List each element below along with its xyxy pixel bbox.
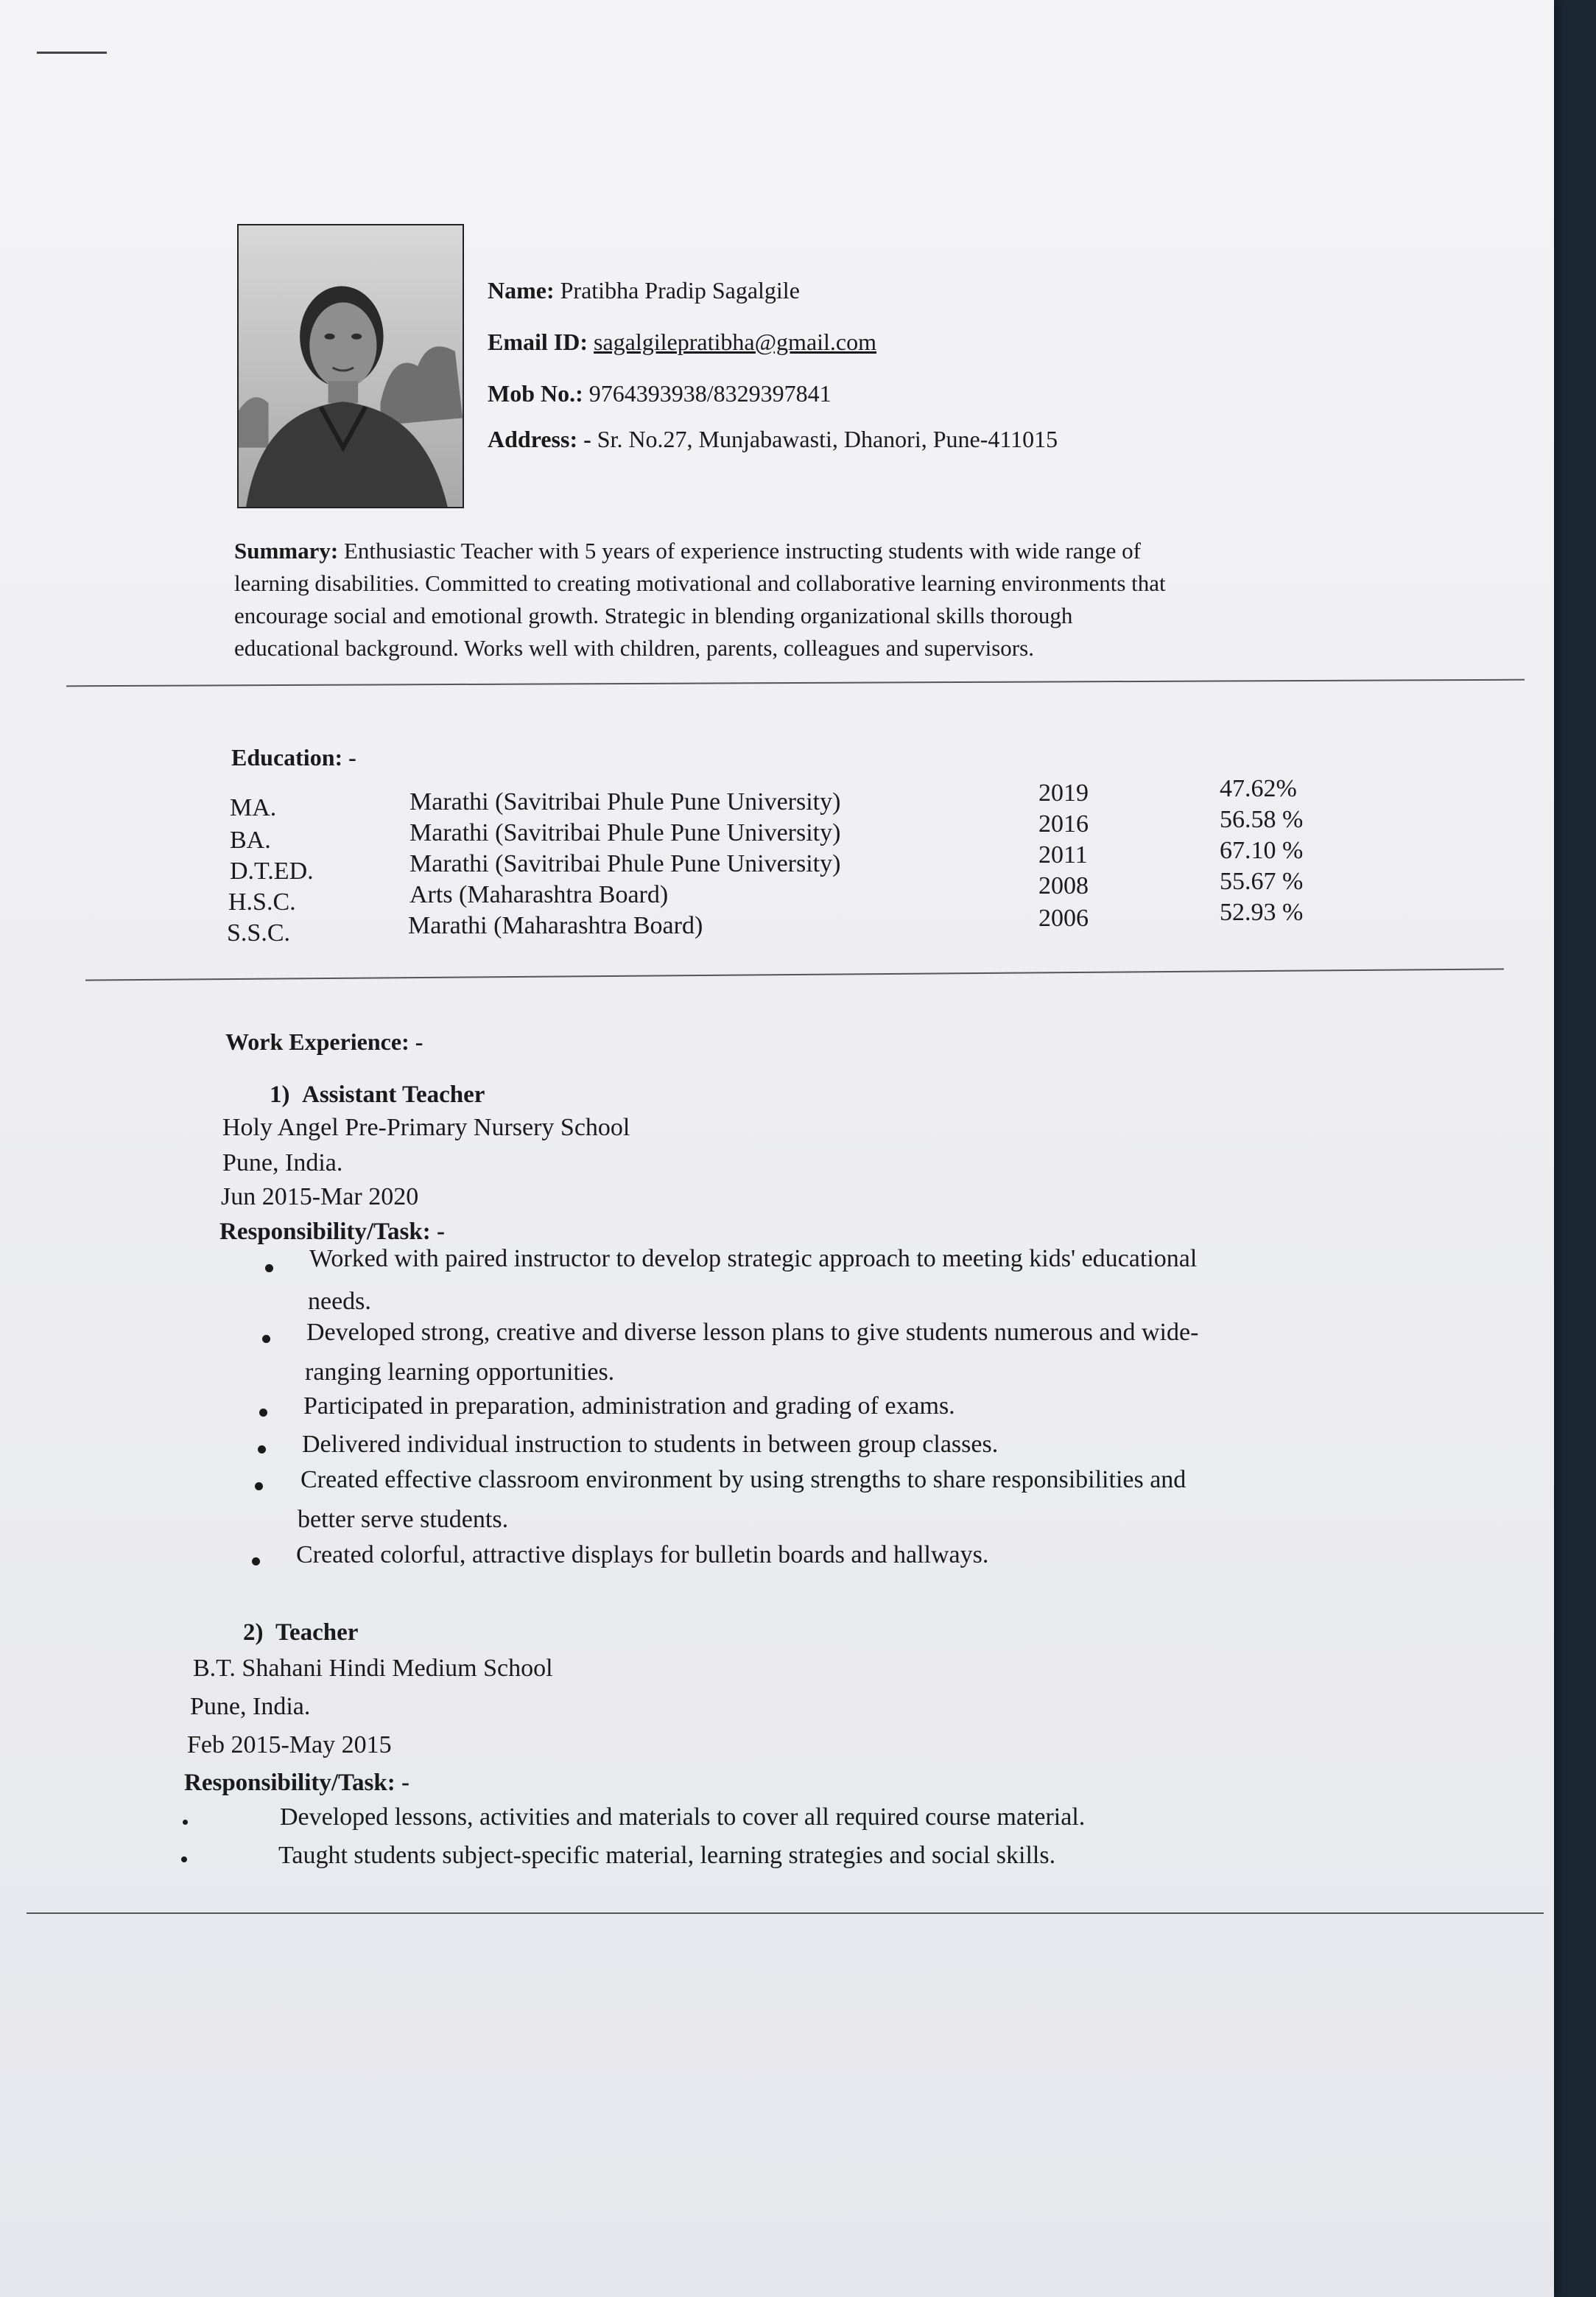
mobile-value: 9764393938/8329397841 — [588, 380, 832, 407]
education-subject-5: Marathi (Maharashtra Board) — [408, 912, 703, 939]
email-line — [488, 330, 876, 354]
summary-text-1: Enthusiastic Teacher with 5 years of experience instructing students with wide range of — [343, 538, 1141, 564]
mobile-line — [488, 382, 832, 405]
name-label: Name: — [488, 277, 555, 304]
divider — [66, 679, 1525, 687]
job-1-title: Assistant Teacher — [302, 1081, 485, 1108]
address-value: Sr. No.27, Munjabawasti, Dhanori, Pune-411015 — [597, 426, 1058, 452]
job-1-task-3: Participated in preparation, administration and grading of exams. — [303, 1392, 955, 1420]
education-year-5: 2006 — [1038, 905, 1089, 932]
job-1-period: Jun 2015-Mar 2020 — [221, 1183, 419, 1210]
bullet — [181, 1856, 187, 1862]
bullet — [265, 1264, 273, 1272]
job-2-period: Feb 2015-May 2015 — [187, 1731, 392, 1758]
name-line — [488, 278, 800, 302]
education-year-4: 2008 — [1038, 872, 1089, 899]
job-1-task-6: Created colorful, attractive displays for bulletin boards and hallways. — [296, 1541, 989, 1568]
education-subject-3: Marathi (Savitribai Phule Pune University) — [409, 850, 841, 877]
job-2-title-line — [243, 1621, 358, 1645]
education-subject-1: Marathi (Savitribai Phule Pune University) — [409, 788, 841, 816]
bullet — [262, 1335, 270, 1343]
job-1-employer: Holy Angel Pre-Primary Nursery School — [222, 1114, 630, 1141]
job-2-employer: B.T. Shahani Hindi Medium School — [193, 1655, 553, 1682]
corner-mark — [37, 52, 107, 54]
job-1-task-2a: Developed strong, creative and diverse lesson plans to give students numerous and wide- — [306, 1319, 1199, 1346]
job-1-task-1b: needs. — [308, 1288, 371, 1315]
summary-line-1 — [234, 539, 1141, 562]
job-1-number: 1) — [270, 1081, 290, 1108]
education-score-5: 52.93 % — [1220, 899, 1304, 926]
education-subject-2: Marathi (Savitribai Phule Pune University) — [409, 819, 841, 846]
name-value: Pratibha Pradip Sagalgile — [560, 277, 800, 304]
summary-label: Summary: — [234, 538, 339, 564]
job-2-task-2: Taught students subject-specific material, learning strategies and social skills. — [278, 1842, 1056, 1869]
summary-text-2: learning disabilities. Committed to creating motivational and collaborative learning environments that — [234, 570, 1166, 596]
job-2-title: Teacher — [275, 1619, 359, 1646]
job-1-resp-label: Responsibility/Task: - — [219, 1218, 445, 1245]
education-subject-4: Arts (Maharashtra Board) — [409, 881, 669, 908]
work-heading: Work Experience: - — [225, 1028, 423, 1055]
job-1-location: Pune, India. — [222, 1149, 343, 1176]
address-line — [488, 427, 1058, 451]
education-degree-3: D.T.ED. — [230, 858, 314, 885]
education-year-2: 2016 — [1038, 810, 1089, 838]
job-1-task-5a: Created effective classroom environment by using strengths to share responsibilities and — [300, 1466, 1187, 1493]
education-year-1: 2019 — [1038, 779, 1089, 807]
summary-text-4: educational background. Works well with children, parents, colleagues and supervisors. — [234, 635, 1034, 661]
job-1-task-2b: ranging learning opportunities. — [305, 1358, 615, 1386]
education-score-3: 67.10 % — [1220, 837, 1304, 864]
education-degree-2: BA. — [230, 827, 271, 854]
education-year-3: 2011 — [1038, 841, 1088, 869]
bullet — [183, 1820, 188, 1825]
summary-text-3: encourage social and emotional growth. Strategic in blending organizational skills thorough — [234, 603, 1073, 628]
education-score-2: 56.58 % — [1220, 806, 1304, 833]
job-2-number: 2) — [243, 1619, 264, 1646]
job-1-task-5b: better serve students. — [298, 1506, 509, 1533]
bullet — [255, 1482, 263, 1490]
job-1-title-line — [270, 1083, 485, 1107]
education-heading: Education: - — [231, 744, 356, 771]
profile-photo-image — [239, 225, 463, 507]
education-score-4: 55.67 % — [1220, 868, 1304, 895]
education-degree-1: MA. — [230, 794, 277, 821]
email-link[interactable]: sagalgilepratibha@gmail.com — [594, 329, 877, 355]
bullet — [259, 1409, 267, 1417]
job-2-resp-label: Responsibility/Task: - — [184, 1770, 409, 1796]
divider — [27, 1912, 1544, 1914]
education-degree-4: H.S.C. — [228, 888, 296, 916]
education-score-1: 47.62% — [1220, 775, 1297, 802]
email-label: Email ID: — [488, 329, 588, 355]
mobile-label: Mob No.: — [488, 380, 583, 407]
bullet — [258, 1445, 266, 1453]
divider — [85, 968, 1504, 981]
job-1-task-1a: Worked with paired instructor to develop strategic approach to meeting kids' educational — [309, 1245, 1198, 1272]
education-degree-5: S.S.C. — [227, 919, 290, 947]
profile-photo — [237, 224, 464, 508]
address-label: Address: - — [488, 426, 591, 452]
bullet — [252, 1557, 260, 1565]
job-2-location: Pune, India. — [190, 1693, 311, 1720]
job-2-task-1: Developed lessons, activities and materials to cover all required course material. — [280, 1803, 1086, 1831]
job-1-task-4: Delivered individual instruction to students in between group classes. — [302, 1431, 999, 1458]
